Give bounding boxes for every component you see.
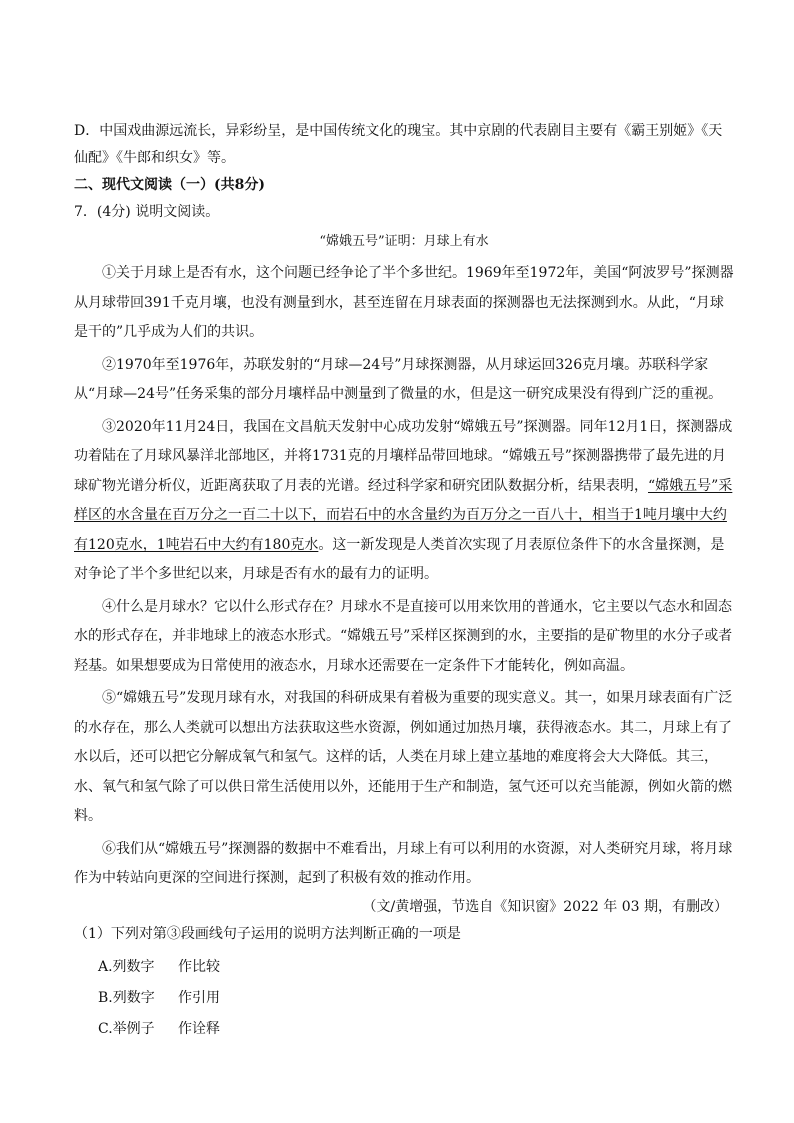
paragraph-3: [74, 413, 734, 590]
paragraph-3-text-after: 。这一新发现是人类首次实现了月表原位条件下的水含量探测，是对争论了半个多世纪以来，月球是否有水的最有力的证明。: [74, 536, 725, 582]
page-content: [74, 118, 734, 1045]
paragraph-5: ⑤“嫦娥五号”发现月球有水，对我国的科研成果有着极为重要的现实意义。其一，如果月球表面有广泛的水存在，那么人类就可以想出方法获取这些水资源，例如通过加热月壤，获得液态水。其二，月球上有了水以后，还可以把它分解成氧气和氢气。这样的话，人类在月球上建立基地的难度将会大大降低。其三，水、氧气和氢气除了可以供日常生活使用以外，还能用于生产和制造，氢气还可以充当能源，例如火箭的燃料。: [74, 690, 733, 824]
option-b-label: B.列数字: [98, 989, 155, 1006]
paragraph-2: ②1970年至1976年，苏联发射的“月球—24号”月球探测器，从月球运回326克月壤。苏联科学家从“月球—24号”任务采集的部分月壤样品中测量到了微量的水，但是这一研究成果没有得到广泛的重视。: [74, 356, 723, 402]
sub-question-1-stem: （1）下列对第③段画线句子运用的说明方法判断正确的一项是: [74, 925, 461, 942]
paragraph-1: ①关于月球上是否有水，这个问题已经争论了半个多世纪。1969年至1972年，美国“阿波罗号”探测器从月球带回391千克月壤，也没有测量到水，甚至连留在月球表面的探测器也无法探测到水。从此，“月球是干的”几乎成为人们的共识。: [74, 265, 734, 340]
article-title: “嫦娥五号”证明：月球上有水: [319, 234, 489, 249]
option-c-label: C.举例子: [98, 1020, 155, 1037]
option-b[interactable]: [74, 983, 734, 1014]
option-d-line-1: D．中国戏曲源远流长，异彩纷呈，是中国传统文化的瑰宝。其中京剧的代表剧目主要有《霸王别姬》《天: [74, 123, 723, 139]
option-a-text: 作比较: [178, 958, 220, 975]
option-c-text: 作诠释: [178, 1020, 220, 1037]
paragraph-6: ⑥我们从“嫦娥五号”探测器的数据中不难看出，月球上有可以利用的水资源，对人类研究月球，将月球作为中转站向更深的空间进行探测，起到了积极有效的推动作用。: [74, 840, 733, 886]
section-heading: 二、现代文阅读（一）(共8分): [74, 177, 265, 193]
article-source: （文/黄增强，节选自《知识窗》2022 年 03 期，有删改）: [362, 898, 728, 915]
question-stem: 7．(4分) 说明文阅读。: [74, 204, 220, 220]
sub-question-1-options: [74, 952, 734, 1045]
paragraph-3-text-before: ③2020年11月24日，我国在文昌航天发射中心成功发射“嫦娥五号”探测器。同年12月1日，探测器成功着陆在了月球风暴洋北部地区，并将1731克的月壤样品带回地球。“嫦娥五号”探测器携带了最先进的月球矿物光谱分析仪，近距离获取了月表的光谱。经过科学家和研究团队数据分析，结果表明，: [74, 418, 733, 494]
option-d-line-2: 仙配》《牛郎和织女》等。: [74, 150, 235, 166]
option-a[interactable]: [74, 952, 734, 983]
option-c[interactable]: [74, 1014, 734, 1045]
paragraph-3-underlined-sentence: “嫦娥五号”采样区的水含量在百万分之一百二十以下，而岩石中的水含量约为百万分之一百八十，相当于1吨月壤中大约有120克水，1吨岩石中大约有180克水: [74, 477, 733, 553]
option-a-label: A.列数字: [98, 958, 155, 975]
paragraph-4: ④什么是月球水？它以什么形式存在？月球水不是直接可以用来饮用的普通水，它主要以气态水和固态水的形式存在，并非地球上的液态水形式。“嫦娥五号”采样区探测到的水，主要指的是矿物里的水分子或者羟基。如果想要成为日常使用的液态水，月球水还需要在一定条件下才能转化，例如高温。: [74, 598, 733, 674]
option-b-text: 作引用: [178, 989, 220, 1006]
